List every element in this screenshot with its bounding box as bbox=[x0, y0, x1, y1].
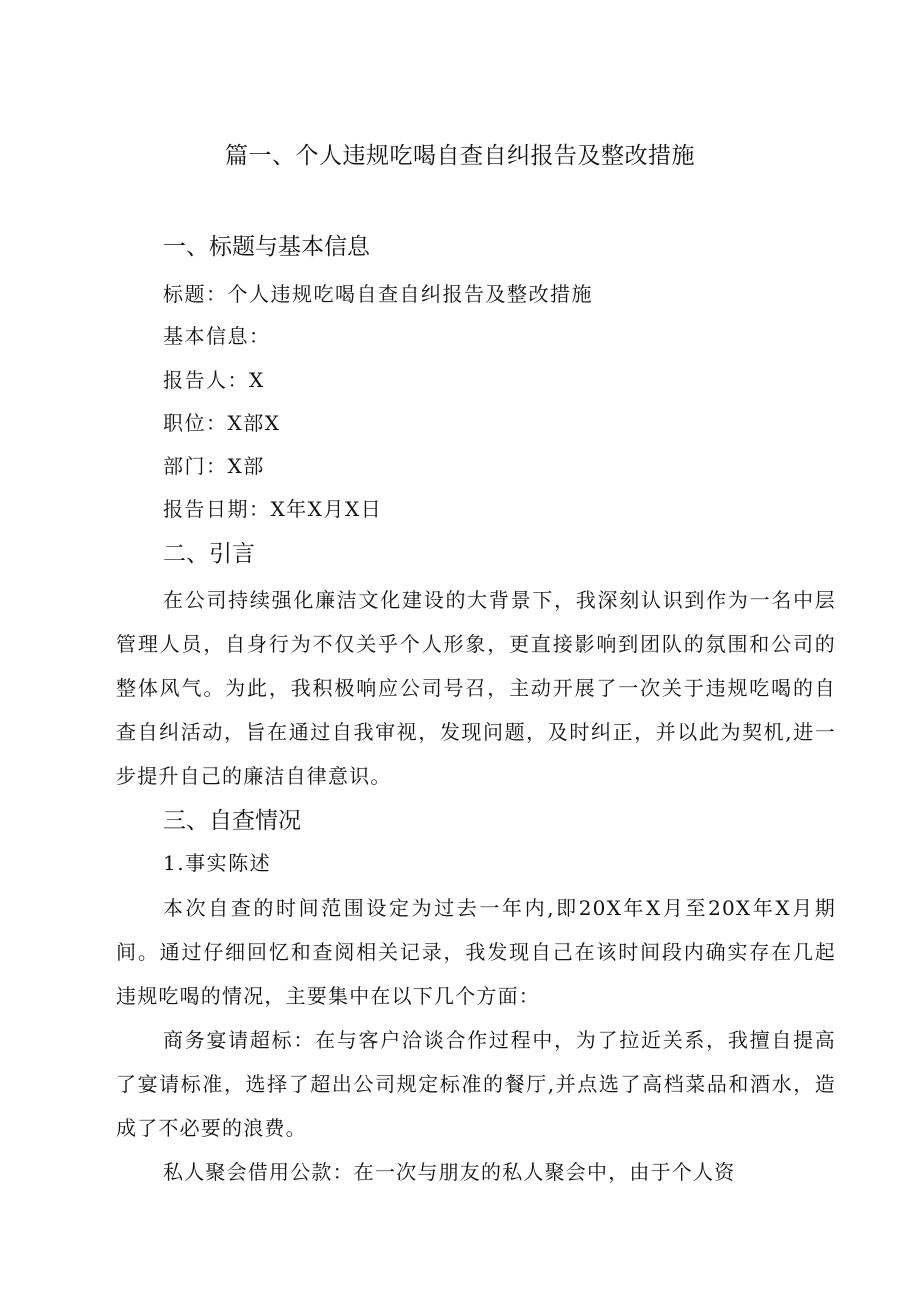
title-line: 标题：个人违规吃喝自查自纠报告及整改措施 bbox=[163, 282, 593, 306]
section-heading-self-check: 三、自查情况 bbox=[163, 808, 301, 834]
subheading-fact-statement: 1.事实陈述 bbox=[163, 851, 272, 875]
document-title: 篇一、个人违规吃喝自查自纠报告及整改措施 bbox=[225, 143, 695, 169]
section-heading-introduction: 二、引言 bbox=[163, 541, 255, 567]
self-check-paragraph-3: 私人聚会借用公款：在一次与朋友的私人聚会中，由于个人资 bbox=[163, 1160, 736, 1184]
self-check-paragraph-2: 商务宴请超标：在与客户洽谈合作过程中，为了拉近关系，我擅自提高了宴请标准，选择了超出公司规定标准的餐厅,并点选了高档菜品和酒水，造成了不必要的浪费。 bbox=[116, 1028, 836, 1140]
reporter-line: 报告人：X bbox=[163, 368, 265, 392]
position-line: 职位：X部X bbox=[163, 411, 281, 435]
department-line: 部门：X部 bbox=[163, 454, 265, 478]
self-check-paragraph-1: 本次自查的时间范围设定为过去一年内,即20X年X月至20X年X月期间。通过仔细回忆和查阅相关记录，我发现自己在该时间段内确实存在几起违规吃喝的情况，主要集中在以下几个方面： bbox=[116, 896, 836, 1008]
introduction-paragraph: 在公司持续强化廉洁文化建设的大背景下，我深刻认识到作为一名中层管理人员，自身行为不仅关乎个人形象，更直接影响到团队的氛围和公司的整体风气。为此，我积极响应公司号召，主动开展了一次关于违规吃喝的自查自纠活动，旨在通过自我审视，发现问题，及时纠正，并以此为契机,进一步提升自己的廉洁自律意识。 bbox=[116, 588, 836, 788]
report-date-line: 报告日期：X年X月X日 bbox=[163, 497, 383, 521]
section-heading-basic-info: 一、标题与基本信息 bbox=[163, 234, 370, 260]
basic-info-label: 基本信息： bbox=[163, 324, 271, 348]
